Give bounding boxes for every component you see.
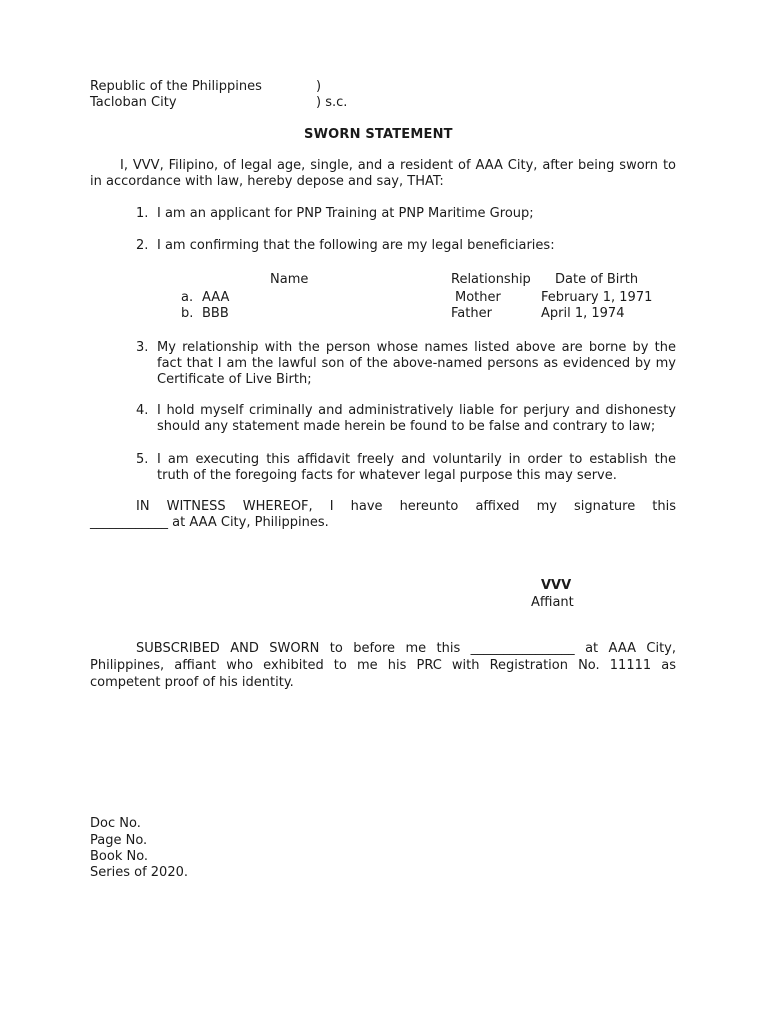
beneficiary-row-b-name: BBB	[202, 306, 229, 321]
witness-line-2: ____________ at AAA City, Philippines.	[90, 515, 329, 530]
beneficiaries-header-name: Name	[270, 272, 309, 287]
jurat-line-1: SUBSCRIBED AND SWORN to before me this ________________ at AAA City,	[136, 641, 676, 656]
beneficiary-row-b-dob: April 1, 1974	[541, 306, 625, 321]
item-1-number: 1.	[136, 206, 149, 221]
intro-paragraph: I, VVV, Filipino, of legal age, single, and a resident of AAA City, after being sworn to in accordance with law, hereby depose and say, THAT:	[90, 158, 676, 189]
notarial-book-no: Book No.	[90, 849, 149, 864]
affiant-label: Affiant	[531, 595, 574, 610]
beneficiary-row-b-letter: b.	[181, 306, 194, 321]
caption-republic: Republic of the Philippines	[90, 79, 262, 94]
jurat-line-3: competent proof of his identity.	[90, 675, 294, 690]
beneficiary-row-b-relationship: Father	[451, 306, 492, 321]
caption-paren-1: )	[316, 79, 322, 94]
caption-paren-2: ) s.c.	[316, 95, 348, 110]
beneficiaries-header-relationship: Relationship	[451, 272, 531, 287]
beneficiary-row-a-relationship: Mother	[455, 290, 501, 305]
item-3-text: My relationship with the person whose names listed above are borne by the fact that I am the lawful son of the above-named persons as evidenced by my Certificate of Live Birth;	[157, 340, 676, 387]
item-2-text: I am confirming that the following are my legal beneficiaries:	[157, 238, 555, 253]
beneficiaries-header-dob: Date of Birth	[555, 272, 639, 287]
document-title: SWORN STATEMENT	[304, 127, 453, 142]
item-4-text: I hold myself criminally and administratively liable for perjury and dishonesty should any statement made herein be found to be false and contrary to law;	[157, 403, 676, 434]
beneficiary-row-a-name: AAA	[202, 290, 230, 305]
witness-line-1: IN WITNESS WHEREOF, I have hereunto affixed my signature this	[136, 499, 676, 514]
item-2-number: 2.	[136, 238, 149, 253]
notarial-page-no: Page No.	[90, 833, 148, 848]
item-1-text: I am an applicant for PNP Training at PNP Maritime Group;	[157, 206, 534, 221]
beneficiary-row-a-dob: February 1, 1971	[541, 290, 653, 305]
notarial-series: Series of 2020.	[90, 865, 188, 880]
jurat-line-2: Philippines, affiant who exhibited to me his PRC with Registration No. 11111 as	[90, 658, 676, 673]
item-4-number: 4.	[136, 403, 149, 418]
caption-city: Tacloban City	[90, 95, 177, 110]
item-5-text: I am executing this affidavit freely and voluntarily in order to establish the truth of the foregoing facts for whatever legal purpose this may serve.	[157, 452, 676, 483]
affiant-name: VVV	[541, 578, 572, 593]
item-5-number: 5.	[136, 452, 149, 467]
notarial-doc-no: Doc No.	[90, 816, 141, 831]
item-3-number: 3.	[136, 340, 149, 355]
beneficiary-row-a-letter: a.	[181, 290, 194, 305]
